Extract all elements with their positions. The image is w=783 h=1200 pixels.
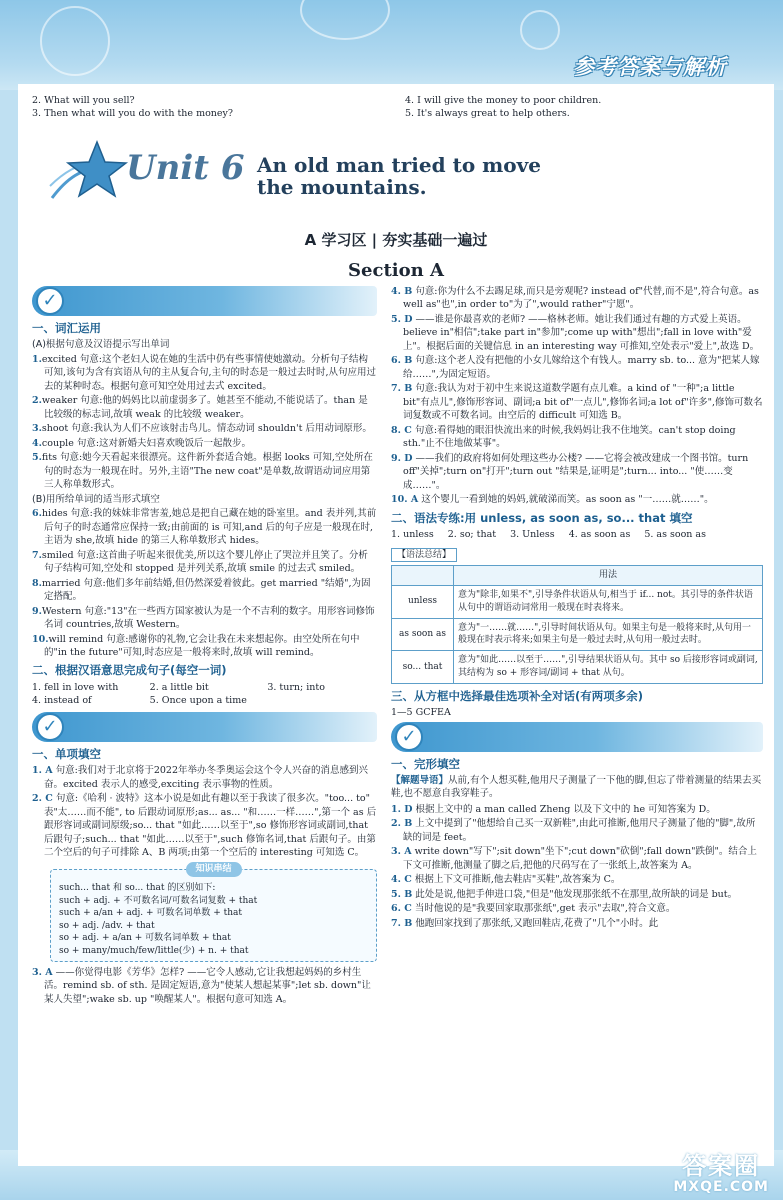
- short-answer: 1—5 GCFEA: [391, 707, 451, 719]
- answer-item: [32, 577, 377, 604]
- answer-item: [32, 353, 377, 393]
- table-header-row: [392, 566, 763, 586]
- answer-item: [391, 285, 763, 312]
- guide-label: 【解题导语】: [391, 774, 449, 786]
- answer-line: 2. What will you sell?: [32, 95, 135, 106]
- item-number: 3. A: [32, 966, 53, 978]
- item-text: married 句意:他们多年前结婚,但仍然深爱着彼此。get married "结婚",为固定搭配。: [41, 577, 371, 603]
- item-number: 6. C: [391, 903, 412, 915]
- answer-item: [32, 437, 377, 450]
- sub-title: (B)用所给单词的适当形式填空: [32, 493, 160, 505]
- star-icon: [42, 138, 132, 208]
- item-text: fits 句意:她今天看起来很漂亮。这件新外套适合她。根据 looks 可知,空处所在句的时态为一般现在时。另外,主语"The new coat"是单数,故谓语动词应用第三人称单数形式。: [41, 452, 373, 491]
- item-number: 2.: [32, 395, 42, 407]
- short-answer: 5. Once upon a time: [149, 695, 247, 707]
- table-header-cell: [392, 566, 454, 586]
- short-answer: 1. fell in love with: [32, 681, 119, 693]
- answer-grid: [391, 528, 763, 541]
- item-number: 2. B: [391, 818, 413, 830]
- doodle-circle: [40, 6, 110, 76]
- item-number: 7. B: [391, 917, 413, 929]
- item-number: 1. A: [32, 765, 53, 777]
- table-cell: 意为"一……就……",引导时间状语从句。如果主句是一般将来时,从句用一般现在时表示将来;如果主句是一般过去时,从句用一般过去时。: [454, 618, 763, 651]
- item-text: hides 句意:我的妹妹非常害羞,她总是把自己藏在她的卧室里。and 表并列,其前后句子的时态通常应保持一致;由前面的 is 可知,and 后的句子应是一般现在时,主语为 she,故填 hide 的第三人称单数形式 hides。: [41, 508, 377, 547]
- item-number: 8.: [32, 577, 42, 589]
- continued-left-column: [32, 94, 382, 121]
- item-text: 此处是说,他把手伸进口袋,"但是"他发现那张纸不在那里,故所缺的词是 but。: [412, 888, 738, 900]
- guide-paragraph: [391, 774, 763, 801]
- unit-label: Unit 6: [126, 148, 245, 188]
- item-text: will remind 句意:感谢你的礼物,它会让我在未来想起你。由空处所在句中的"in the future"可知,时态应是一般将来时,故填 will remind。: [44, 633, 360, 658]
- item-text: shoot 句意:我认为人们不应该射击鸟儿。情态动词 shouldn't 后用动词原形。: [41, 423, 372, 435]
- part-title: 三、从方框中选择最佳选项补全对话(有两项多余): [391, 688, 644, 703]
- knowledge-line: so + many/much/few/little(少) + n. + that: [59, 945, 249, 956]
- item-text: smiled 句意:这首曲子听起来很优美,所以这个婴儿停止了哭泣并且笑了。分析句子结构可知,空处和 stopped 是并列关系,故填 smile 的过去式 smiled。: [41, 549, 368, 575]
- answer-item: [391, 354, 763, 381]
- item-text: 句意:这个老人没有把他的小女儿嫁给这个有钱人。marry sb. to... 意为"把某人嫁给……",为固定短语。: [403, 355, 760, 380]
- knowledge-line: so + adj. + a/an + 可数名词单数 + that: [59, 933, 231, 944]
- answer-line: 4. I will give the money to poor children.: [405, 95, 602, 106]
- watermark-url: MXQE.COM: [673, 1179, 769, 1195]
- answer-item: [391, 313, 763, 353]
- module-bar: [32, 286, 377, 316]
- knowledge-tag: 知识串结: [185, 862, 241, 877]
- item-number: 9.: [32, 605, 42, 617]
- sub-title: (A)根据句意及汉语提示写出单词: [32, 339, 170, 351]
- item-text: couple 句意:这对新婚夫妇喜欢晚饭后一起散步。: [41, 437, 252, 449]
- item-text: 他跑回家找到了那张纸,又跑回鞋店,花费了"几个"小时。此: [412, 917, 659, 929]
- continued-right-column: [405, 94, 755, 121]
- table-row: [392, 586, 763, 619]
- item-text: excited 句意:这个老妇人说在她的生活中仍有些事情使她激动。分析句子结构可知,该句为含有宾语从句的主从复合句,主句的时态是一般过去时时,从句应用过去的某种时态。根据句意可知空处用过去式 excited。: [41, 353, 377, 392]
- section-title: Section A: [348, 260, 444, 281]
- item-text: 当时他说的是"我要回家取那张纸",get 表示"去取",符合文意。: [411, 903, 676, 915]
- answer-grid: [32, 681, 377, 708]
- part-title: 二、根据汉语意思完成句子(每空一词): [32, 663, 227, 678]
- answer-line: 3. Then what will you do with the money?: [32, 108, 233, 120]
- item-text: ——我们的政府将如何处理这些办公楼? ——它将会被改建成一个图书馆。turn off"关掉";turn on"打开";turn out "结果是,证明是";turn... into... "使……变成……"。: [403, 452, 749, 491]
- short-answer: 1. unless: [391, 529, 434, 541]
- item-text: 句意:我们对于北京将于2022年举办冬季奥运会这个令人兴奋的消息感到兴奋。excited 表示人的感受,exciting 表示事物的性质。: [44, 765, 369, 790]
- short-answer: 3. Unless: [510, 529, 555, 541]
- item-number: 3. A: [391, 846, 412, 858]
- item-number: 1. D: [391, 803, 413, 815]
- item-number: 5. D: [391, 313, 413, 325]
- module-bar: [391, 722, 763, 752]
- item-text: write down"写下";sit down"坐下";cut down"砍倒";fall down"跌倒"。结合上下文可推断,他测量了脚之后,把他的尺码写在了一张纸上,故答案为 A。: [403, 846, 757, 871]
- item-text: 上文中提到了"他想给自己买一双新鞋",由此可推断,他用尺子测量了他的"脚",故所缺的词是 feet。: [403, 818, 756, 843]
- answer-item: [391, 493, 763, 506]
- answer-item: [32, 507, 377, 547]
- short-answer: 4. instead of: [32, 695, 92, 707]
- part-title: 一、单项填空: [32, 746, 101, 761]
- answer-item: [32, 605, 377, 632]
- short-answer: 5. as soon as: [644, 529, 706, 541]
- item-number: 5. B: [391, 888, 413, 900]
- answer-item: [32, 451, 377, 491]
- item-text: 根据上下文可推断,他去鞋店"买鞋",故答案为 C。: [411, 874, 621, 886]
- guide-text: 从前,有个人想买鞋,他用尺子测量了一下他的脚,但忘了带着测量的结果去买鞋,也不愿意自我穿鞋子。: [391, 774, 762, 800]
- knowledge-line: such... that 和 so... that 的区别如下:: [59, 883, 216, 894]
- check-icon: ✓: [36, 287, 64, 315]
- answer-line: 5. It's always great to help others.: [405, 108, 570, 120]
- answer-item: [32, 792, 377, 859]
- answer-item: [32, 394, 377, 421]
- item-number: 10.: [32, 633, 49, 645]
- answer-item: [391, 845, 763, 872]
- item-text: 句意:你为什么不去踢足球,而只是旁观呢? instead of"代替,而不是",符合句意。as well as"也",in order to"为了",would rather"宁愿"。: [403, 286, 759, 311]
- table-header-cell: 用法: [454, 566, 763, 586]
- table-row: [392, 618, 763, 651]
- answer-item: [391, 817, 763, 844]
- short-answer: 4. as soon as: [568, 529, 631, 541]
- item-text: 根据上文中的 a man called Zheng 以及下文中的 he 可知答案为 D。: [412, 803, 716, 815]
- knowledge-line: such + adj. + 不可数名词/可数名词复数 + that: [59, 895, 258, 906]
- answer-item: [32, 549, 377, 576]
- watermark-text: 答案圈: [682, 1152, 761, 1180]
- answer-item: [32, 966, 377, 1006]
- item-number: 7.: [32, 549, 42, 561]
- left-column: [32, 284, 377, 1007]
- header-banner: 参考答案与解析: [573, 55, 727, 79]
- item-number: 1.: [32, 353, 42, 365]
- table-key-cell: as soon as: [392, 618, 454, 651]
- unit-title: [257, 154, 677, 199]
- short-answer: 2. a little bit: [149, 681, 209, 693]
- module-bar: [32, 712, 377, 742]
- item-number: 5.: [32, 452, 42, 464]
- short-answer: 3. turn; into: [267, 681, 325, 693]
- table-key-cell: unless: [392, 586, 454, 619]
- item-text: ——你觉得电影《芳华》怎样? ——它令人感动,它让我想起妈妈的乡村生活。remind sb. of sth. 是固定短语,意为"使某人想起某事";let sb. down"让某人失望";wake sb. up "唤醒某人"。根据句意可知选 A。: [44, 966, 371, 1005]
- part-title: 一、词汇运用: [32, 321, 101, 335]
- item-text: Western 句意:"13"在一些西方国家被认为是一个不吉利的数字。用形容词修饰名词 countries,故填 Western。: [41, 605, 375, 631]
- part-title: 一、完形填空: [391, 756, 460, 771]
- right-column: [391, 284, 763, 931]
- table-cell: 意为"如此……以至于……",引导结果状语从句。其中 so 后接形容词或副词,其结构为 so + 形容词/副词 + that 从句。: [454, 651, 763, 684]
- summary-caption: 【语法总结】: [391, 548, 457, 563]
- table-row: [392, 651, 763, 684]
- item-number: 6.: [32, 508, 42, 520]
- unit-title-line: the mountains.: [257, 175, 427, 200]
- knowledge-box: [50, 864, 377, 961]
- answer-item: [391, 424, 763, 451]
- item-text: 句意:看得她的眼泪快流出来的时候,我妈妈让我不住地笑。can't stop doing sth."止不住地做某事"。: [403, 424, 736, 450]
- item-number: 4. B: [391, 286, 413, 297]
- answer-page: [18, 84, 774, 1166]
- item-text: weaker 句意:他的妈妈比以前虚弱多了。她甚至不能动,不能说话了。than 是比较级的标志词,故填 weak 的比较级 weaker。: [41, 395, 368, 420]
- item-number: 2. C: [32, 793, 53, 805]
- answer-item: [391, 873, 763, 886]
- answer-item: [32, 422, 377, 435]
- item-number: 6. B: [391, 355, 413, 367]
- item-number: 4. C: [391, 874, 412, 886]
- table-key-cell: so... that: [392, 651, 454, 684]
- answer-item: [391, 917, 763, 930]
- unit-title-line: An old man tried to move: [257, 153, 541, 177]
- item-text: ——谁是你最喜欢的老师? ——格林老师。她让我们通过有趣的方式爱上英语。believe in"相信";take part in"参加";come up with"想出";fall in love with"爱上"。根据后面的关键信息 in an interesting way 可推知,空处表示"爱上",故选 D。: [403, 313, 760, 352]
- item-text: 这个婴儿一看到她的妈妈,就破涕而笑。as soon as "一……就……"。: [418, 494, 714, 506]
- grammar-summary-table: [391, 565, 763, 683]
- answer-item: [32, 764, 377, 791]
- answer-item: [391, 902, 763, 915]
- answer-item: [391, 452, 763, 492]
- answer-item: [391, 888, 763, 901]
- knowledge-line: so + adj. /adv. + that: [59, 920, 155, 931]
- check-icon: ✓: [36, 713, 64, 741]
- check-icon: ✓: [395, 723, 423, 751]
- answer-item: [391, 803, 763, 816]
- item-text: 句意:我认为对于初中生来说这道数学题有点儿难。a kind of "一种";a little bit"有点儿",修饰形容词、副词;a bit of"一点儿",修饰名词;a lot of"许多",修饰可数名词复数或不可数名词。由空后的 difficult 可知选 B。: [403, 383, 763, 422]
- item-number: 4.: [32, 437, 42, 449]
- short-answer: 2. so; that: [447, 529, 497, 541]
- item-number: 9. D: [391, 452, 413, 464]
- watermark-logo: [673, 1154, 769, 1194]
- answer-item: [391, 382, 763, 422]
- doodle-circle: [520, 10, 560, 50]
- unit-header: [42, 138, 742, 208]
- right-column-inner: [391, 285, 763, 930]
- answer-item: [32, 633, 377, 660]
- zone-title: A 学习区 | 夯实基础一遍过: [304, 231, 488, 249]
- part-title: 二、语法专练:用 unless, as soon as, so... that 填空: [391, 510, 693, 525]
- item-number: 7. B: [391, 383, 413, 395]
- doodle-circle: [300, 0, 390, 40]
- table-cell: 意为"除非,如果不",引导条件状语从句,相当于 if... not。其引导的条件状语从句中的谓语动词常用一般现在时表将来。: [454, 586, 763, 619]
- item-number: 10. A: [391, 494, 419, 506]
- item-number: 3.: [32, 423, 42, 435]
- knowledge-line: such + a/an + adj. + 可数名词单数 + that: [59, 908, 243, 919]
- item-text: 句意:《哈利 · 波特》这本小说是如此有趣以至于我读了很多次。"too... to" 表"太……而不能", to 后跟动词原形;as... as... "和……一样……",第一个 as 后跟形容词或副词原级;so... that "如此……以至于",so 修饰形容词或副词,that 后跟句子;such... that "如此……以至于",such 修饰名词,that 后跟句子。由第二个空后的句子可排除 A、B 两项;由第一个空后的 interesting 可知选 C。: [44, 793, 377, 858]
- item-number: 8. C: [391, 424, 412, 436]
